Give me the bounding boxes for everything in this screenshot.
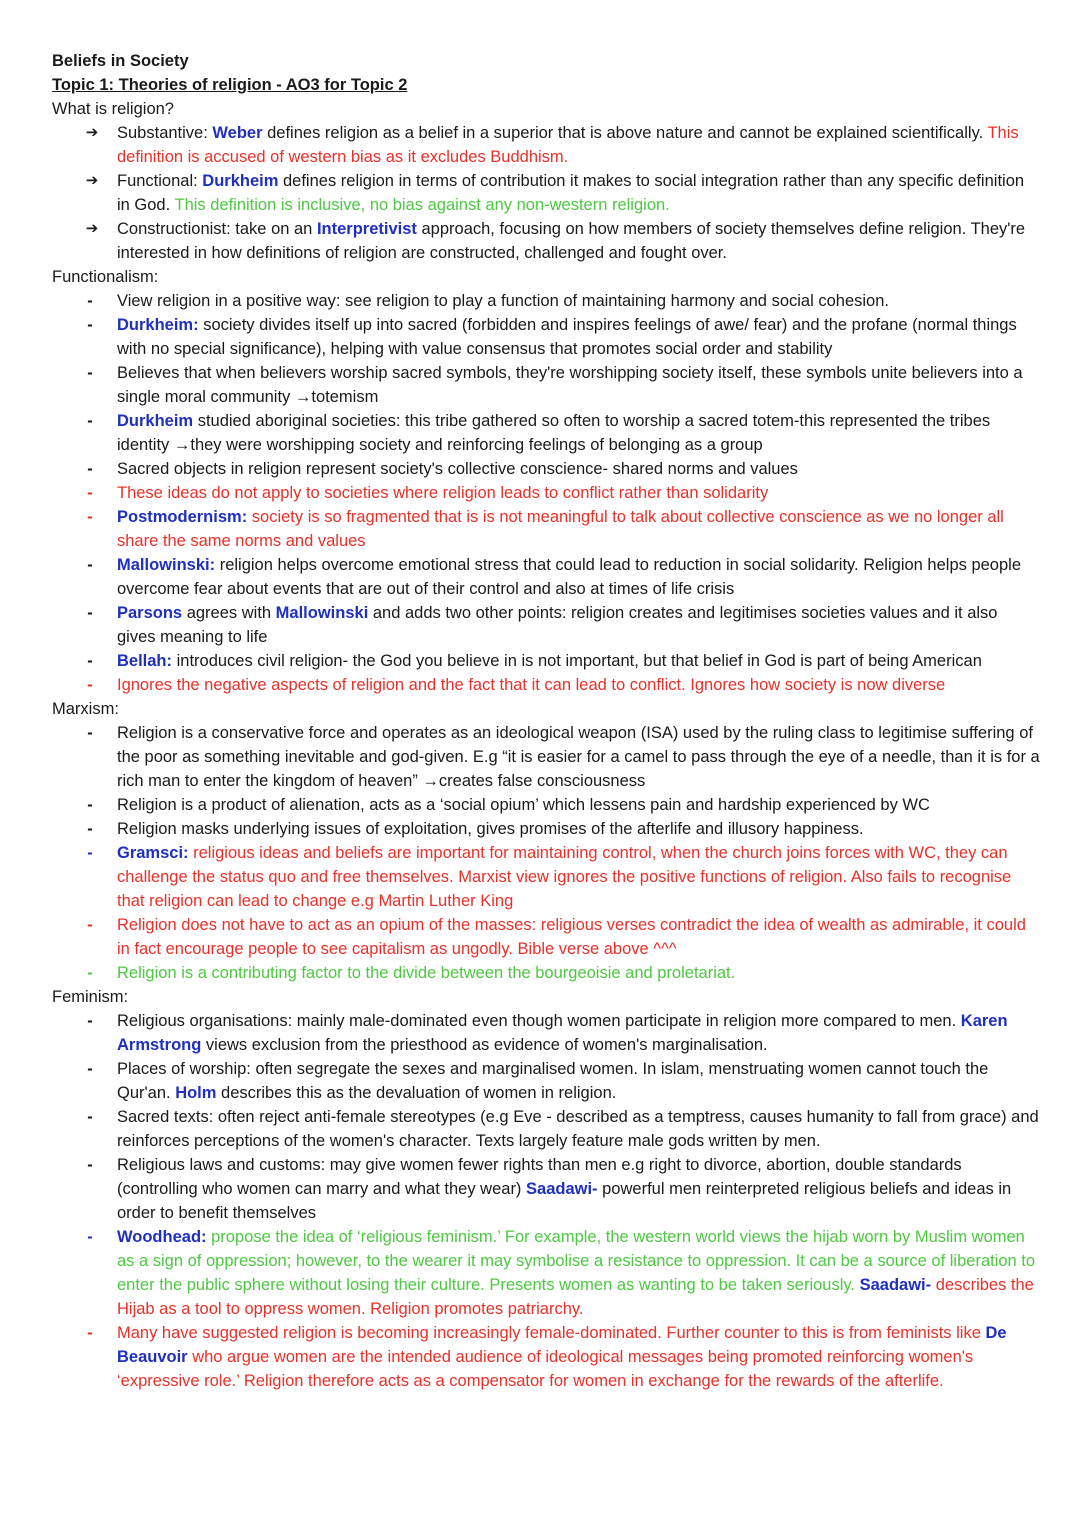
note-text: Religion does not have to act as an opium of the masses: religious verses contradict the idea of wealth as admirable, it could in fact encourage people to see capitalism as ungodly. Bible verse above ^^^ <box>117 916 1026 958</box>
author-name: Durkheim <box>117 412 194 430</box>
author-name: Saadawi- <box>526 1180 598 1198</box>
dash-bullet-icon: - <box>87 460 93 478</box>
list-item <box>52 1321 1040 1393</box>
note-text: and adds two other points: religion creates and legitimises societies values and it also gives meaning to life <box>117 604 998 646</box>
list-item <box>52 961 1040 985</box>
author-name: Bellah: <box>117 652 173 670</box>
note-text: describes the Hijab as a tool to oppress women. Religion promotes patriarchy. <box>117 1276 1034 1318</box>
author-name: Parsons <box>117 604 183 622</box>
dash-bullet-icon: - <box>87 1012 93 1030</box>
section-list <box>52 721 1040 985</box>
dash-bullet-icon: - <box>87 1324 93 1342</box>
author-name: Interpretivist <box>316 220 417 238</box>
author-name: Weber <box>212 124 263 142</box>
note-text: Religious organisations: mainly male-dominated even though women participate in religion more compared to men. <box>117 1012 961 1030</box>
note-text: Ignores the negative aspects of religion and the fact that it can lead to conflict. Ignores how society is now diverse <box>117 676 946 694</box>
author-name: Saadawi- <box>859 1276 932 1294</box>
dash-bullet-icon: - <box>87 1060 93 1078</box>
dash-bullet-icon: - <box>87 556 93 574</box>
note-text: Religion masks underlying issues of exploitation, gives promises of the afterlife and illusory happiness. <box>117 820 864 838</box>
dash-bullet-icon: - <box>87 484 93 502</box>
list-item <box>52 361 1040 409</box>
note-text: This definition is accused of western bias as it excludes Buddhism. <box>117 124 1019 166</box>
note-text: Religion is a contributing factor to the divide between the bourgeoisie and proletariat. <box>117 964 736 982</box>
note-text: View religion in a positive way: see religion to play a function of maintaining harmony and social cohesion. <box>117 292 889 310</box>
list-item <box>52 457 1040 481</box>
note-text: Religion is a product of alienation, acts as a ‘social opium’ which lessens pain and hardship experienced by WC <box>117 796 930 814</box>
note-text: powerful men reinterpreted religious beliefs and ideas in order to benefit themselves <box>117 1180 1012 1222</box>
note-text: agrees with <box>182 604 276 622</box>
author-name: Mallowinski: <box>117 556 216 574</box>
list-item <box>52 1057 1040 1105</box>
author-name: Durkheim: <box>117 316 199 334</box>
list-item <box>52 1009 1040 1057</box>
author-name: Durkheim <box>202 172 279 190</box>
note-text: approach, focusing on how members of society themselves define religion. They're interested in how definitions of religion are constructed, challenged and fought over. <box>117 220 1026 262</box>
author-name: Holm <box>175 1084 217 1102</box>
author-name: De Beauvoir <box>117 1324 1007 1366</box>
dash-bullet-icon: - <box>87 724 93 742</box>
author-name: Mallowinski <box>275 604 369 622</box>
note-text: defines religion as a belief in a superior that is above nature and cannot be explained scientifically. <box>262 124 988 142</box>
note-text: Sacred objects in religion represent society's collective conscience- shared norms and values <box>117 460 798 478</box>
note-text: religious ideas and beliefs are important for maintaining control, when the church joins forces with WC, they can challenge the status quo and free themselves. Marxist view ignores the positive functions of religion. Also fails to recognise that religion can lead to change e.g Martin Luther King <box>117 844 1012 910</box>
list-item <box>52 1153 1040 1225</box>
section-heading: What is religion? <box>52 100 174 118</box>
arrow-bullet-icon: ➔ <box>85 124 99 141</box>
notes-body <box>52 97 1040 1393</box>
list-item <box>52 673 1040 697</box>
note-text: Functional: <box>117 172 203 190</box>
list-item <box>52 121 1040 169</box>
note-text: Many have suggested religion is becoming increasingly female-dominated. Further counter to this is from feminists like <box>117 1324 986 1342</box>
list-item <box>52 841 1040 913</box>
arrow-bullet-icon: ➔ <box>85 220 99 237</box>
note-text: Sacred texts: often reject anti-female stereotypes (e.g Eve - described as a temptress, causes humanity to fall from grace) and reinforces perceptions of the women's character. Texts largely feature male gods written by men. <box>117 1108 1039 1150</box>
dash-bullet-icon: - <box>87 292 93 310</box>
author-name: Postmodernism: <box>117 508 248 526</box>
dash-bullet-icon: - <box>87 916 93 934</box>
list-item <box>52 553 1040 601</box>
dash-bullet-icon: - <box>87 676 93 694</box>
list-item <box>52 217 1040 265</box>
dash-bullet-icon: - <box>87 964 93 982</box>
dash-bullet-icon: - <box>87 1156 93 1174</box>
note-text: studied aboriginal societies: this tribe gathered so often to worship a sacred totem-this represented the tribes identity →they were worshipping society and reinforcing feelings of belonging as a group <box>117 412 991 454</box>
author-name: Karen Armstrong <box>117 1012 1008 1054</box>
note-text: society divides itself up into sacred (forbidden and inspires feelings of awe/ fear) and the profane (normal things with no special significance), helping with value consensus that promotes social order and stability <box>117 316 1017 358</box>
dash-bullet-icon: - <box>87 316 93 334</box>
note-text: Believes that when believers worship sacred symbols, they're worshipping society itself, these symbols unite believers into a single moral community →totemism <box>117 364 1023 406</box>
list-item <box>52 793 1040 817</box>
author-name: Gramsci: <box>117 844 189 862</box>
dash-bullet-icon: - <box>87 652 93 670</box>
note-text: These ideas do not apply to societies where religion leads to conflict rather than solidarity <box>117 484 769 502</box>
list-item <box>52 169 1040 217</box>
note-text: describes this as the devaluation of women in religion. <box>216 1084 617 1102</box>
note-text: defines religion in terms of contribution it makes to social integration rather than any specific definition in God. <box>117 172 1025 214</box>
list-item <box>52 1225 1040 1321</box>
section-list <box>52 289 1040 697</box>
note-text: Religious laws and customs: may give women fewer rights than men e.g right to divorce, abortion, double standards (controlling who women can marry and what they wear) <box>117 1156 962 1198</box>
topic-heading: Topic 1: Theories of religion - AO3 for Topic 2 <box>52 76 408 94</box>
dash-bullet-icon: - <box>87 796 93 814</box>
section-heading: Feminism: <box>52 988 129 1006</box>
author-name: Woodhead: <box>117 1228 207 1246</box>
dash-bullet-icon: - <box>87 604 93 622</box>
note-text: This definition is inclusive, no bias against any non-western religion. <box>174 196 670 214</box>
list-item <box>52 721 1040 793</box>
arrow-bullet-icon: ➔ <box>85 172 99 189</box>
dash-bullet-icon: - <box>87 1228 93 1246</box>
list-item <box>52 289 1040 313</box>
list-item <box>52 601 1040 649</box>
note-text: Places of worship: often segregate the sexes and marginalised women. In islam, menstruating women cannot touch the Qur'an. <box>117 1060 989 1102</box>
note-text: introduces civil religion- the God you believe in is not important, but that belief in God is part of being American <box>172 652 982 670</box>
note-text: who argue women are the intended audience of ideological messages being promoted reinforcing women's ‘expressive role.’ Religion therefore acts as a compensator for women in exchange for the rewards of the afterlife. <box>117 1348 974 1390</box>
dash-bullet-icon: - <box>87 508 93 526</box>
note-text: views exclusion from the priesthood as evidence of women's marginalisation. <box>201 1036 768 1054</box>
section-heading: Functionalism: <box>52 268 159 286</box>
note-text: Constructionist: take on an <box>117 220 317 238</box>
list-item <box>52 649 1040 673</box>
note-text: propose the idea of ‘religious feminism.’ For example, the western world views the hijab worn by Muslim women as a sign of oppression; however, to the wearer it may symbolise a resistance to oppression. It can be a source of liberation to enter the public sphere without losing their culture. Presents women as wanting to be taken seriously. <box>117 1228 1036 1294</box>
list-item <box>52 409 1040 457</box>
note-text: society is so fragmented that is is not meaningful to talk about collective conscience as we no longer all share the same norms and values <box>117 508 1004 550</box>
section-list <box>52 1009 1040 1393</box>
section-heading: Marxism: <box>52 700 119 718</box>
dash-bullet-icon: - <box>87 1108 93 1126</box>
note-text: religion helps overcome emotional stress that could lead to reduction in social solidarity. Religion helps people overcome fear about events that are out of their control and also at times of life crisis <box>117 556 1021 598</box>
dash-bullet-icon: - <box>87 844 93 862</box>
note-text: Substantive: <box>117 124 213 142</box>
note-text: Religion is a conservative force and operates as an ideological weapon (ISA) used by the ruling class to legitimise suffering of the poor as something inevitable and god-given. E.g “it is easier for a camel to pass through the eye of a needle, than it is for a rich man to enter the kingdom of heaven” →creates false consciousness <box>117 724 1040 790</box>
dash-bullet-icon: - <box>87 412 93 430</box>
dash-bullet-icon: - <box>87 364 93 382</box>
list-item <box>52 313 1040 361</box>
list-item <box>52 505 1040 553</box>
list-item <box>52 913 1040 961</box>
list-item <box>52 481 1040 505</box>
document-title: Beliefs in Society <box>52 52 189 70</box>
list-item <box>52 1105 1040 1153</box>
dash-bullet-icon: - <box>87 820 93 838</box>
list-item <box>52 817 1040 841</box>
section-list <box>52 121 1040 265</box>
